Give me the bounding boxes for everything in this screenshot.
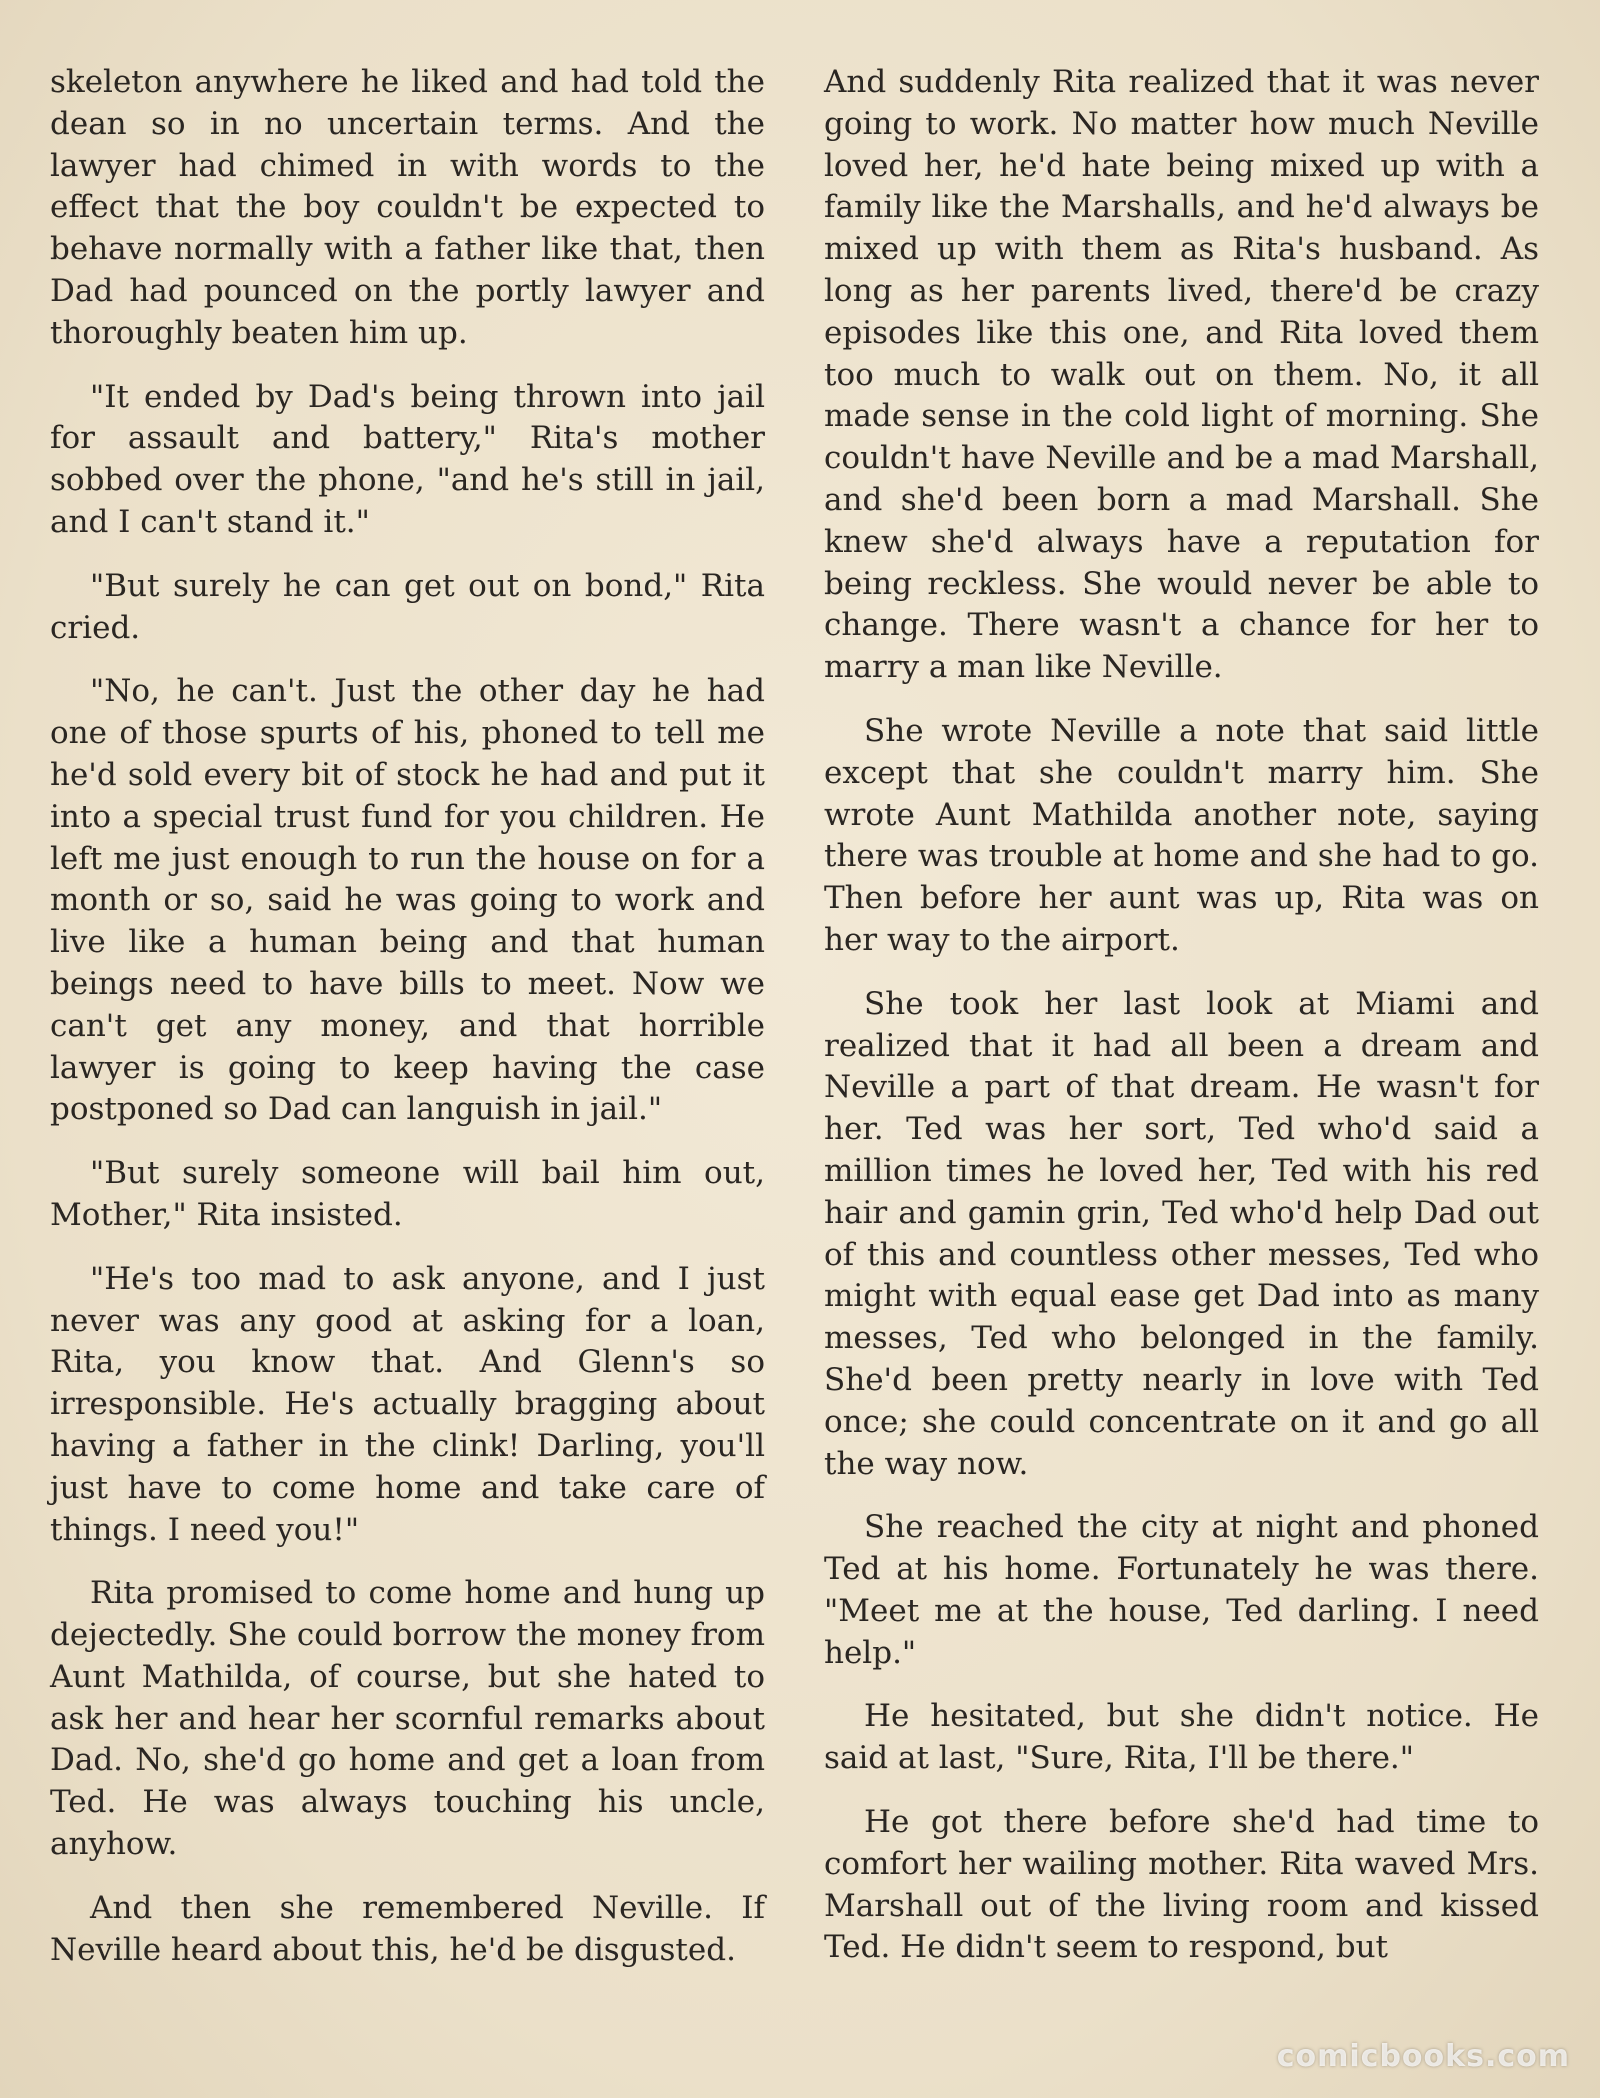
paragraph: "He's too mad to ask anyone, and I just never was any good at asking for a loan, Rita, you know that. And Glenn's so irresponsible. He's actually bragging about having a father in the clink! Darling, you'll just have to come home and take care of things. I need you!" [50,1260,765,1548]
paragraph: "No, he can't. Just the other day he had one of those spurts of his, phoned to tell me he'd sold every bit of stock he had and put it into a special trust fund for you children. He left me just enough to run the house on for a month or so, said he was going to work and live like a human being and that human beings need to have bills to meet. Now we can't get any money, and that horrible lawyer is going to keep having the case postponed so Dad can languish in jail." [50,673,765,1128]
paragraph: Rita promised to come home and hung up dejectedly. She could borrow the money from Aunt Mathilda, of course, but she hated to ask her and hear her scornful remarks about Dad. No, she'd go home and get a loan from Ted. He was always touching his uncle, anyhow. [50,1575,765,1863]
paragraph: She wrote Neville a note that said little except that she couldn't marry him. She wrote Aunt Mathilda another note, saying there was trouble at home and she had to go. Then before her aunt was up, Rita was on her way to the airport. [824,712,1539,958]
paragraph: skeleton anywhere he liked and had told the dean so in no uncertain terms. And the lawyer had chimed in with words to the effect that the boy couldn't be expected to behave normally with a father like that, then Dad had pounced on the portly lawyer and thoroughly beaten him up. [50,64,765,351]
paragraph: "It ended by Dad's being thrown into jail for assault and battery," Rita's mother sobbed over the phone, "and he's still in jail, and I can't stand it." [50,378,765,540]
paragraph: He got there before she'd had time to comfort her wailing mother. Rita waved Mrs. Marshall out of the living room and kissed Ted. He didn't seem to respond, but [824,1804,1539,1966]
paragraph: And then she remembered Neville. If Neville heard about this, he'd be disgusted. [50,1889,765,1968]
paragraph: She took her last look at Miami and realized that it had all been a dream and Neville a part of that dream. He wasn't for her. Ted was her sort, Ted who'd said a million times he loved her, Ted with his red hair and gamin grin, Ted who'd help Dad out of this and countless other messes, Ted who might with equal ease get Dad into as many messes, Ted who belonged in the family. She'd been pretty nearly in love with Ted once; she could concentrate on it and go all the way now. [824,985,1539,1482]
right-column [824,62,1539,1991]
paragraph: "But surely he can get out on bond," Rita cried. [50,567,765,646]
left-column [50,62,765,1993]
watermark: comicbooks.com [1276,2039,1570,2074]
paragraph: And suddenly Rita realized that it was never going to work. No matter how much Neville loved her, he'd hate being mixed up with a family like the Marshalls, and he'd always be mixed up with them as Rita's husband. As long as her parents lived, there'd be crazy episodes like this one, and Rita loved them too much to walk out on them. No, it all made sense in the cold light of morning. She couldn't have Neville and be a mad Marshall, and she'd been born a mad Marshall. She knew she'd always have a reputation for being reckless. She would never be able to change. There wasn't a chance for her to marry a man like Neville. [824,64,1539,686]
paragraph: She reached the city at night and phoned Ted at his home. Fortunately he was there. "Meet me at the house, Ted darling. I need help." [824,1509,1539,1671]
paragraph: He hesitated, but she didn't notice. He said at last, "Sure, Rita, I'll be there." [824,1698,1539,1777]
paragraph: "But surely someone will bail him out, Mother," Rita insisted. [50,1155,765,1233]
